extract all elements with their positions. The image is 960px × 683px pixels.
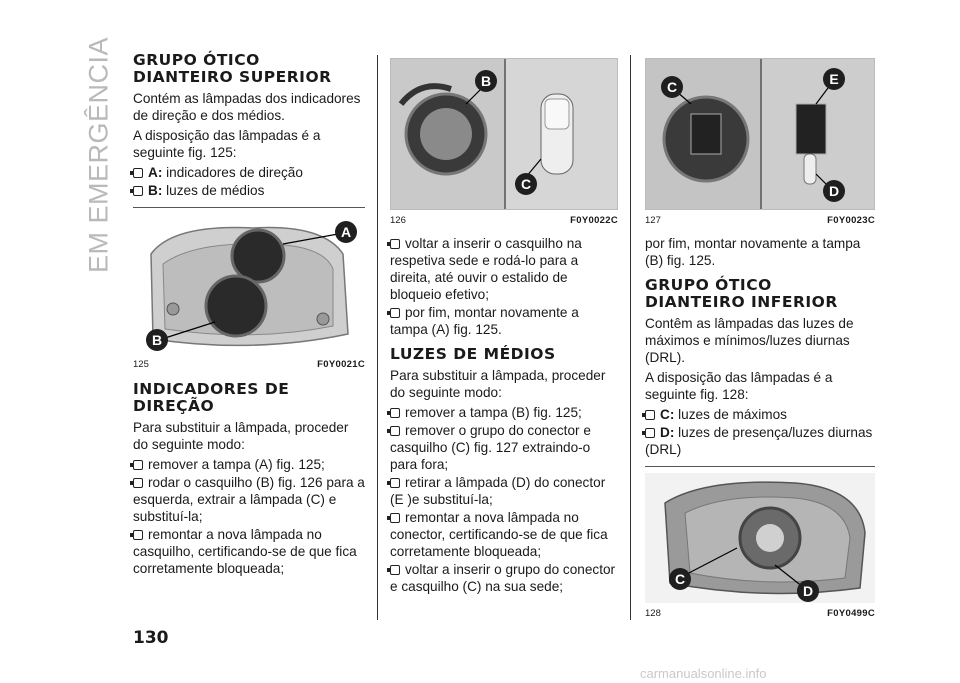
paragraph: Para substituir a lâmpada, proceder do seguinte modo: [133,420,349,452]
figure-127 [645,58,875,210]
list-item: C: luzes de máximos [645,406,875,423]
list-item: remontar a nova lâmpada no conector, certificando-se de que fica corretamente bloqueada; [390,510,608,559]
callout-a: A [340,224,352,240]
bullet-icon [133,478,143,488]
bullet-icon [645,428,655,438]
column-3 [645,58,875,628]
lower-headlamp-illustration [645,473,875,603]
connector-illustration [646,59,875,209]
figure-caption: 128 F0Y0499C [645,608,875,619]
figure-caption: 127 F0Y0023C [645,215,875,226]
paragraph: Para substituir a lâmpada, proceder do seguinte modo: [390,368,606,400]
paragraph: A disposição das lâmpadas é a seguinte fig. 125: [133,128,321,160]
callout-c: C [520,176,532,192]
paragraph: por fim, montar novamente a tampa (B) fig. 125. [645,236,861,268]
bullet-icon [645,410,655,420]
headlamp-rear-illustration [133,214,365,354]
bullet-icon [390,565,400,575]
divider [645,466,875,467]
paragraph: Contém as lâmpadas dos indicadores de direção e dos médios. [133,91,361,123]
list-item: remontar a nova lâmpada no casquilho, certificando-se de que fica corretamente bloqueada; [133,527,357,576]
heading-lower-headlamp: GRUPO ÓTICO DIANTEIRO INFERIOR [645,276,838,311]
bullet-icon [133,168,143,178]
page-number: 130 [133,628,169,648]
bullet-icon [390,426,400,436]
figure-125 [133,214,365,354]
figure-126 [390,58,618,210]
list-item: voltar a inserir o grupo do conector e casquilho (C) na sua sede; [390,562,616,594]
column-1 [133,52,365,578]
column-2 [390,58,618,596]
callout-b: B [151,332,163,348]
list-item: remover a tampa (A) fig. 125; [133,456,365,473]
callout-d: D [802,583,814,599]
list-item: B: luzes de médios [133,182,365,199]
divider [133,207,365,208]
bullet-icon [133,186,143,196]
callout-e: E [829,71,839,87]
bullet-icon [390,408,400,418]
figure-caption: 126 F0Y0022C [390,215,618,226]
bullet-icon [390,478,400,488]
section-side-title: EM EMERGÊNCIA [83,36,114,274]
heading-direction-indicators: INDICADORES DE DIREÇÃO [133,380,290,415]
list-item: por fim, montar novamente a tampa (A) fig. 125. [390,305,579,337]
column-divider [377,55,378,620]
heading-dipped-beam: LUZES DE MÉDIOS [390,345,556,363]
bullet-icon [390,308,400,318]
bullet-icon [133,460,143,470]
figure-128 [645,473,875,603]
list-item: retirar a lâmpada (D) do conector (E )e substituí-la; [390,475,606,507]
paragraph: A disposição das lâmpadas é a seguinte fig. 128: [645,370,833,402]
list-item: remover a tampa (B) fig. 125; [390,404,618,421]
callout-c: C [674,571,686,587]
callout-d: D [828,183,840,199]
bulb-holder-illustration [391,59,618,209]
paragraph: Contêm as lâmpadas das luzes de máximos e mínimos/luzes diurnas (DRL). [645,316,854,365]
list-item: A: indicadores de direção [133,164,365,181]
watermark: carmanualsonline.info [640,666,767,681]
list-item: rodar o casquilho (B) fig. 126 para a esquerda, extrair a lâmpada (C) e substituí-la; [133,475,365,524]
list-item: voltar a inserir o casquilho na respetiva sede e rodá-lo para a direita, até ouvir o estalido de bloqueio efetivo; [390,236,582,302]
bullet-icon [133,530,143,540]
list-item: D: luzes de presença/luzes diurnas (DRL) [645,425,873,457]
list-item: remover o grupo do conector e casquilho (C) fig. 127 extraindo-o para fora; [390,423,591,472]
figure-caption: 125 F0Y0021C [133,359,365,370]
bullet-icon [390,239,400,249]
callout-b: B [480,73,492,89]
callout-c: C [666,79,678,95]
bullet-icon [390,513,400,523]
heading-upper-headlamp: GRUPO ÓTICO DIANTEIRO SUPERIOR [133,51,332,86]
column-divider [630,55,631,620]
